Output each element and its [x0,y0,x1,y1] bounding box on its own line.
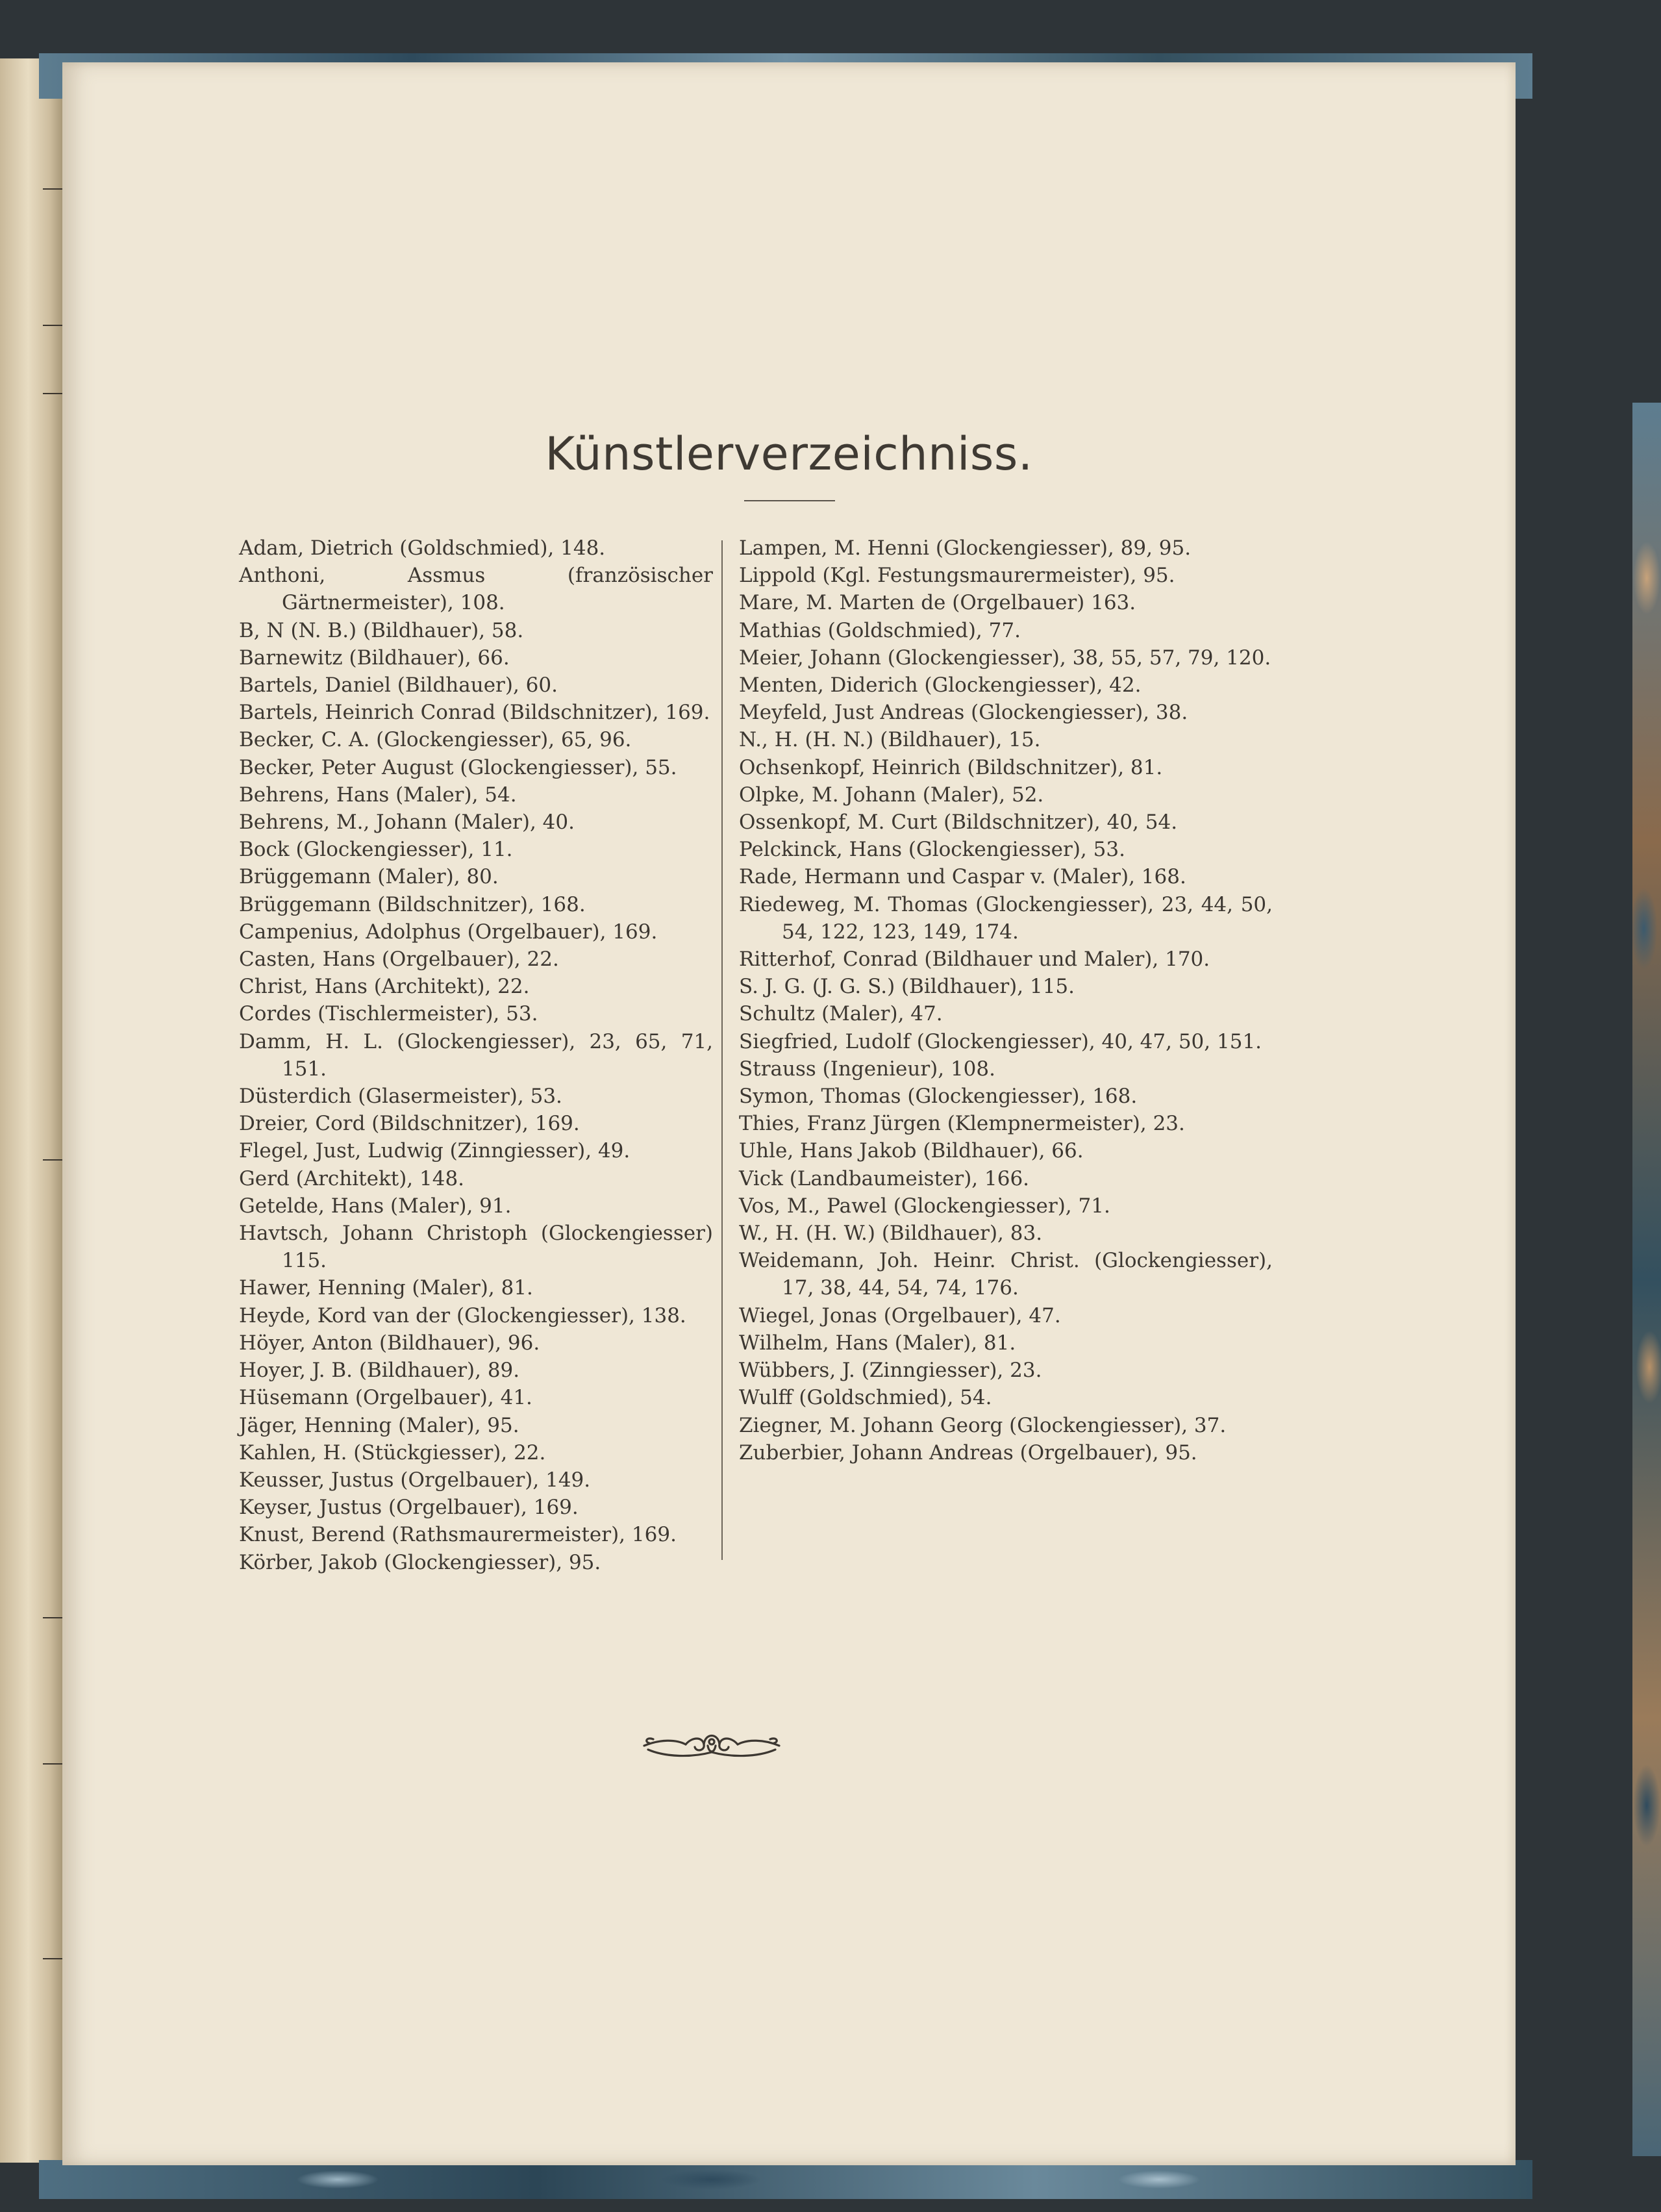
index-entry: Ochsenkopf, Heinrich (Bildschnitzer), 81. [739,755,1163,779]
index-entry: Kahlen, H. (Stückgiesser), 22. [239,1440,546,1464]
index-entry: Brüggemann (Maler), 80. [239,865,499,889]
index-entry: Wilhelm, Hans (Maler), 81. [739,1331,1016,1355]
index-entry: Siegfried, Ludolf (Glockengiesser), 40, 47, 50, 151. [739,1029,1262,1053]
index-entry: Becker, C. A. (Glockengiesser), 65, 96. [239,728,632,752]
index-entry: Lippold (Kgl. Festungsmaurermeister), 95. [739,564,1175,588]
index-entry: Zuberbier, Johann Andreas (Orgelbauer), 95. [739,1440,1197,1464]
page-title: Künstlerverzeichniss. [545,427,1033,481]
index-entry: Ritterhof, Conrad (Bildhauer und Maler), 170. [739,948,1210,972]
index-entry: Lampen, M. Henni (Glockengiesser), 89, 95. [739,536,1192,560]
index-entry: Hawer, Henning (Maler), 81. [239,1276,533,1300]
index-entry: Behrens, Hans (Maler), 54. [239,783,517,807]
index-entry: Cordes (Tischlermeister), 53. [239,1002,538,1026]
index-entry: Menten, Diderich (Glockengiesser), 42. [739,673,1142,698]
index-entry: Becker, Peter August (Glockengiesser), 55. [239,755,677,779]
spine-mark [43,1763,65,1765]
index-entry: Hoyer, J. B. (Bildhauer), 89. [239,1359,520,1383]
index-entry: Hüsemann (Orgelbauer), 41. [239,1386,532,1410]
index-entry: Brüggemann (Bildschnitzer), 168. [239,892,586,916]
index-entry: Weidemann, Joh. Heinr. Christ. (Glockengiesser), 17, 38, 44, 54, 74, 176. [739,1249,1273,1300]
index-entry: W., H. (H. W.) (Bildhauer), 83. [739,1222,1043,1246]
index-entry: Mare, M. Marten de (Orgelbauer) 163. [739,591,1136,615]
index-entry: Wiegel, Jonas (Orgelbauer), 47. [739,1303,1061,1327]
index-entry: Thies, Franz Jürgen (Klempnermeister), 23. [739,1112,1185,1136]
index-entry: Bartels, Daniel (Bildhauer), 60. [239,673,558,698]
index-entry: Strauss (Ingenieur), 108. [739,1057,995,1081]
index-entry: Behrens, M., Johann (Maler), 40. [239,811,575,835]
spine-mark [43,1617,65,1618]
index-entry: Keyser, Justus (Orgelbauer), 169. [239,1496,579,1520]
index-entry: N., H. (H. N.) (Bildhauer), 15. [739,728,1041,752]
title-rule [744,500,835,501]
index-entry: Riedeweg, M. Thomas (Glockengiesser), 23, 44, 50, 54, 122, 123, 149, 174. [739,892,1273,944]
index-entry: Flegel, Just, Ludwig (Zinngiesser), 49. [239,1139,631,1163]
book-page [62,62,1516,2165]
index-entry: Vick (Landbaumeister), 166. [739,1166,1030,1190]
index-entry: Olpke, M. Johann (Maler), 52. [739,783,1044,807]
index-entry: Casten, Hans (Orgelbauer), 22. [239,948,559,972]
index-entry: Ziegner, M. Johann Georg (Glockengiesser), 37. [739,1413,1227,1437]
spine-mark [43,188,65,190]
index-entry: B, N (N. B.) (Bildhauer), 58. [239,618,524,642]
index-entry: Anthoni, Assmus (französischer Gärtnermeister), 108. [239,564,713,615]
spine-mark [43,325,65,326]
index-entry: Pelckinck, Hans (Glockengiesser), 53. [739,838,1125,862]
index-entry: Vos, M., Pawel (Glockengiesser), 71. [739,1194,1110,1218]
index-entry: Christ, Hans (Architekt), 22. [239,975,530,999]
index-entry: Meier, Johann (Glockengiesser), 38, 55, 57, 79, 120. [739,646,1271,670]
index-entry: Campenius, Adolphus (Orgelbauer), 169. [239,920,658,944]
index-entry: Knust, Berend (Rathsmaurermeister), 169. [239,1523,677,1547]
index-entry: Ossenkopf, M. Curt (Bildschnitzer), 40, 54. [739,811,1178,835]
book-spine [0,58,62,2163]
index-entry: Keusser, Justus (Orgelbauer), 149. [239,1468,591,1492]
index-entry: Körber, Jakob (Glockengiesser), 95. [239,1550,601,1574]
index-entry: Meyfeld, Just Andreas (Glockengiesser), 38. [739,701,1188,725]
index-entry: Gerd (Architekt), 148. [239,1166,465,1190]
index-entry: Barnewitz (Bildhauer), 66. [239,646,510,670]
index-entry: Getelde, Hans (Maler), 91. [239,1194,512,1218]
index-entry: Mathias (Goldschmied), 77. [739,618,1021,642]
column-divider [721,540,723,1560]
index-entry: Wulff (Goldschmied), 54. [739,1386,992,1410]
index-entry: Adam, Dietrich (Goldschmied), 148. [239,536,606,560]
index-entry: Heyde, Kord van der (Glockengiesser), 138. [239,1303,686,1327]
index-entry: Düsterdich (Glasermeister), 53. [239,1085,562,1109]
index-entry: Uhle, Hans Jakob (Bildhauer), 66. [739,1139,1084,1163]
index-entry: Bartels, Heinrich Conrad (Bildschnitzer), 169. [239,701,710,725]
spine-mark [43,1958,65,1959]
index-entry: Wübbers, J. (Zinngiesser), 23. [739,1359,1042,1383]
index-entry: Symon, Thomas (Glockengiesser), 168. [739,1085,1138,1109]
index-entry: Bock (Glockengiesser), 11. [239,838,513,862]
index-column-left [239,534,713,1576]
marbled-edge-right [1632,403,1661,2156]
index-entry: Schultz (Maler), 47. [739,1002,943,1026]
index-entry: Dreier, Cord (Bildschnitzer), 169. [239,1112,580,1136]
spine-mark [43,1159,65,1161]
index-entry: Höyer, Anton (Bildhauer), 96. [239,1331,540,1355]
index-entry: Jäger, Henning (Maler), 95. [239,1413,519,1437]
index-column-right [739,534,1273,1466]
marbled-edge-bottom [39,2160,1532,2199]
spine-mark [43,393,65,394]
index-entry: Havtsch, Johann Christoph (Glockengiesser) 115. [239,1222,713,1273]
index-entry: S. J. G. (J. G. S.) (Bildhauer), 115. [739,975,1075,999]
index-entry: Damm, H. L. (Glockengiesser), 23, 65, 71, 151. [239,1029,713,1081]
ornament-icon [640,1720,783,1765]
index-entry: Rade, Hermann und Caspar v. (Maler), 168. [739,865,1186,889]
